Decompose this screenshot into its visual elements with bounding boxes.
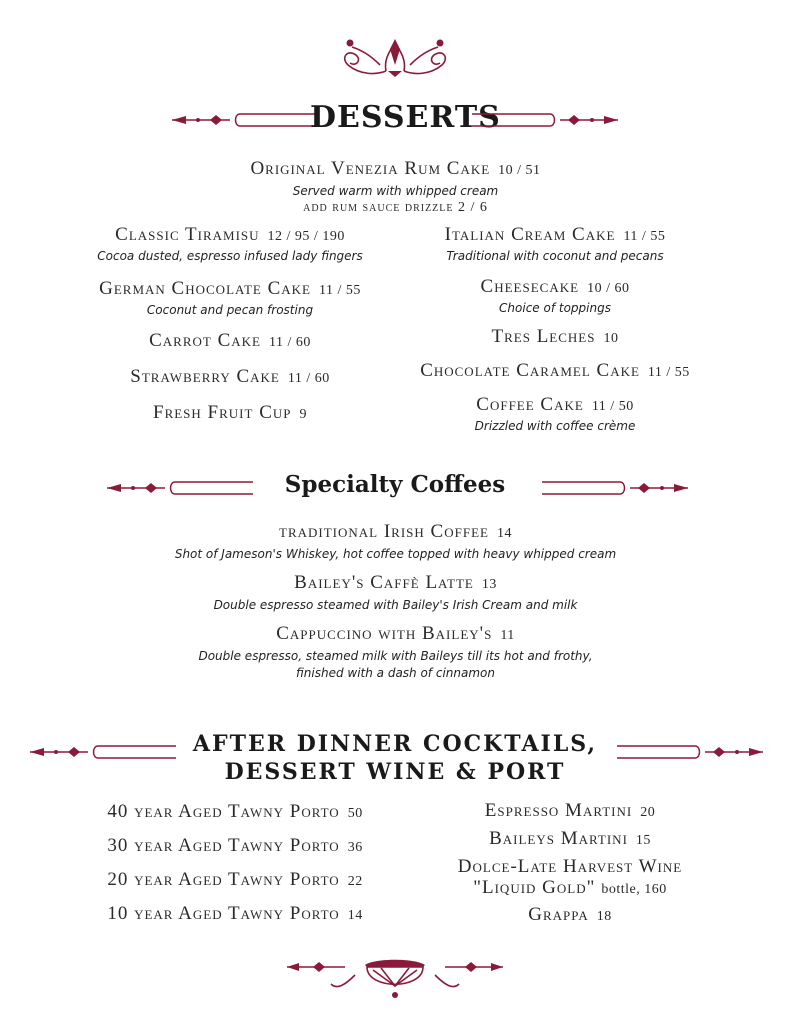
item-name: Coffee Cake [476, 394, 584, 415]
cocktails-title [170, 730, 620, 786]
menu-item [0, 571, 791, 622]
item-name: Original Venezia Rum Cake [250, 158, 491, 179]
coffees-list [0, 520, 791, 682]
item-price: 11 / 55 [647, 365, 690, 380]
item-desc: Cocoa dusted, espresso infused lady fingers [97, 249, 363, 263]
menu-item [60, 224, 400, 278]
desserts-title: DESSERTS [310, 100, 501, 135]
left-divider-ornament [170, 108, 320, 132]
item-name: Cheesecake [480, 276, 580, 297]
item-price: 20 [640, 805, 656, 820]
menu-item [385, 224, 725, 276]
menu-item [60, 402, 400, 438]
menu-item [400, 828, 740, 856]
menu-item [400, 904, 740, 928]
left-divider-ornament [28, 740, 178, 764]
cocktails-left-column [65, 800, 405, 936]
item-price: 36 [347, 840, 363, 855]
item-name: Strawberry Cake [130, 366, 280, 387]
menu-item [60, 330, 400, 366]
item-price: 11 [500, 628, 515, 643]
top-flourish-ornament [330, 35, 460, 80]
item-price: 22 [347, 874, 363, 889]
menu-item [65, 834, 405, 868]
item-price: bottle, 160 [601, 882, 667, 897]
item-price: 9 [299, 407, 307, 422]
item-price: 13 [481, 577, 497, 592]
item-name: Espresso Martini [484, 800, 633, 821]
item-name: German Chocolate Cake [99, 278, 311, 299]
item-name: Italian Cream Cake [444, 224, 616, 245]
item-name: Baileys Martini [489, 828, 628, 849]
item-desc: Coconut and pecan frosting [146, 303, 314, 317]
menu-item [385, 276, 725, 326]
item-price: 18 [596, 909, 612, 924]
item-name: 10 year Aged Tawny Porto [107, 903, 340, 924]
menu-item [60, 366, 400, 402]
item-name: 20 year Aged Tawny Porto [107, 869, 340, 890]
left-divider-ornament [105, 476, 255, 500]
item-desc: finished with a dash of cinnamon [296, 666, 495, 680]
item-price: 10 [603, 331, 619, 346]
item-desc: Served warm with whipped cream [292, 184, 499, 198]
item-price: 11 / 60 [269, 335, 311, 350]
item-desc: Double espresso, steamed milk with Baileys till its hot and frothy, [198, 649, 593, 663]
item-name-line2: "Liquid Gold" [473, 877, 596, 898]
item-name: Classic Tiramisu [115, 224, 260, 245]
menu-item [0, 622, 791, 682]
menu-item [400, 856, 740, 904]
item-name: Bailey's Caffè Latte [294, 572, 474, 593]
item-desc: Double espresso steamed with Bailey's Irish Cream and milk [213, 598, 578, 612]
item-name: traditional Irish Coffee [279, 521, 489, 542]
item-name: Chocolate Caramel Cake [420, 360, 640, 381]
right-divider-ornament [615, 740, 765, 764]
menu-item [385, 394, 725, 435]
menu-item [400, 800, 740, 828]
cocktails-right-column [400, 800, 740, 928]
menu-item [385, 326, 725, 360]
right-divider-ornament [540, 476, 690, 500]
menu-item [385, 360, 725, 394]
item-name: Fresh Fruit Cup [153, 402, 292, 423]
cocktails-title-line1: AFTER DINNER COCKTAILS, [192, 731, 598, 757]
item-desc: Choice of toppings [499, 301, 611, 315]
item-price: 10 / 60 [587, 281, 630, 296]
item-price: 11 / 60 [287, 371, 330, 386]
desserts-right-column [385, 224, 725, 435]
bottom-flourish-ornament [285, 950, 505, 1000]
item-name: Grappa [528, 904, 589, 925]
menu-item [60, 278, 400, 330]
item-desc: Shot of Jameson's Whiskey, hot coffee topped with heavy whipped cream [174, 547, 617, 561]
coffees-title: Specialty Coffees [284, 471, 506, 498]
item-price: 11 / 50 [591, 399, 634, 414]
right-divider-ornament [470, 108, 620, 132]
item-price: 11 / 55 [623, 229, 666, 244]
item-price: 50 [347, 806, 363, 821]
item-name: 30 year Aged Tawny Porto [107, 835, 340, 856]
menu-item [65, 868, 405, 902]
item-price: 11 / 55 [318, 283, 361, 298]
item-name: Carrot Cake [149, 330, 261, 351]
item-name: Cappuccino with Bailey's [276, 623, 493, 644]
item-price: 10 / 51 [498, 163, 541, 178]
item-desc: Traditional with coconut and pecans [446, 249, 664, 263]
menu-item [0, 520, 791, 571]
menu-item [65, 902, 405, 936]
item-price: 14 [347, 908, 363, 923]
desserts-left-column [60, 224, 400, 438]
item-price: 12 / 95 / 190 [267, 229, 345, 244]
featured-dessert [0, 157, 791, 216]
item-desc: Drizzled with coffee crème [474, 419, 636, 433]
item-name: 40 year Aged Tawny Porto [107, 801, 340, 822]
cocktails-title-line2: DESSERT WINE & PORT [224, 759, 566, 785]
item-price: 14 [496, 526, 512, 541]
menu-item [65, 800, 405, 834]
item-name: Dolce-Late Harvest Wine [457, 856, 683, 877]
item-price: 15 [635, 833, 651, 848]
item-addon: add rum sauce drizzle 2 / 6 [303, 200, 488, 215]
item-name: Tres Leches [491, 326, 596, 347]
